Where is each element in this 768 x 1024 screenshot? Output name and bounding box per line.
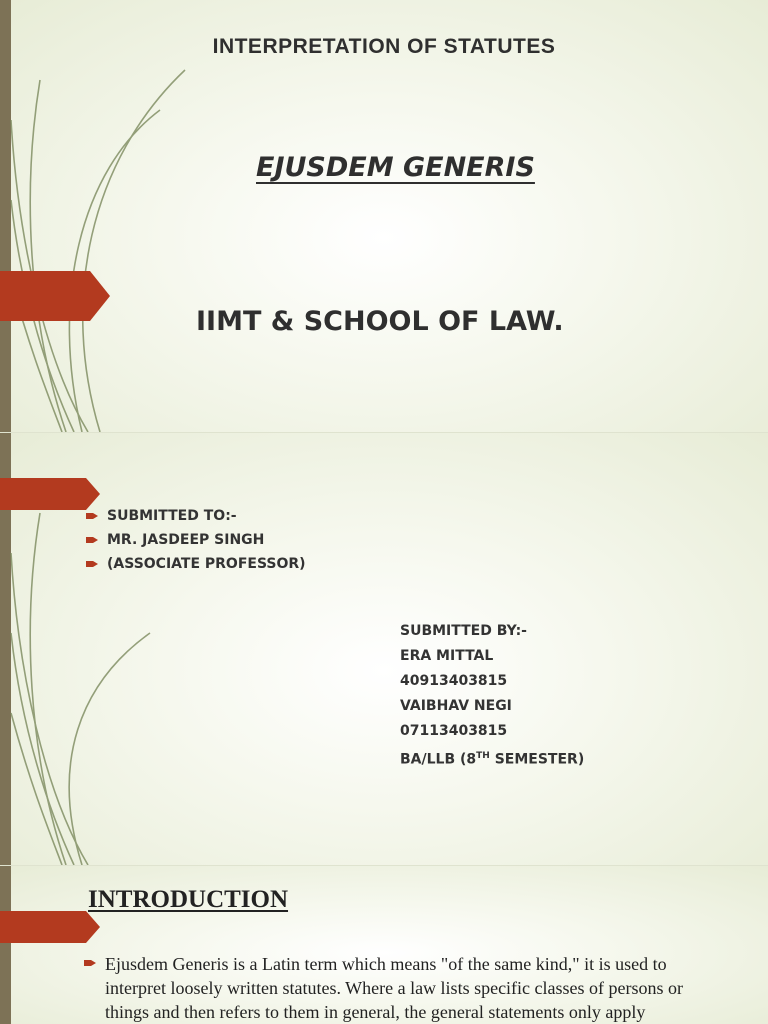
- accent-tab: [0, 911, 100, 943]
- arrow-bullet-icon: [86, 512, 98, 520]
- arrow-bullet-icon: [86, 560, 98, 568]
- course-suffix: SEMESTER): [489, 751, 585, 768]
- student-name: VAIBHAV NEGI: [400, 698, 512, 714]
- course-line: [400, 744, 584, 769]
- submitted-by-list: [400, 619, 584, 769]
- student-roll: 07113403815: [400, 723, 508, 739]
- topic-title: EJUSDEM GENERIS: [256, 152, 535, 183]
- submitted-to-list: [86, 504, 306, 576]
- slide-submission: [0, 433, 768, 865]
- presentation-heading: INTERPRETATION OF STATUTES: [212, 35, 556, 58]
- slide-introduction: [0, 866, 768, 1024]
- accent-tab: [0, 478, 100, 510]
- course-prefix: BA/LLB (8: [400, 751, 477, 768]
- left-bar: [0, 866, 11, 1024]
- list-item: [86, 504, 306, 528]
- introduction-heading: INTRODUCTION: [88, 886, 289, 913]
- list-item: [86, 552, 306, 576]
- institution-name: IIMT & SCHOOL OF LAW.: [196, 306, 564, 337]
- professor-designation: (ASSOCIATE PROFESSOR): [107, 556, 306, 572]
- introduction-paragraph: Ejusdem Generis is a Latin term which means "of the same kind," it is used to interpret loosely written statutes. Where a law lists specific classes of persons or things and then refers to them in general, the general statements only apply: [105, 954, 684, 1022]
- swirl-decoration: [0, 0, 200, 432]
- professor-name: MR. JASDEEP SINGH: [107, 532, 265, 548]
- arrow-bullet-icon: [84, 959, 96, 967]
- submitted-by-label: SUBMITTED BY:-: [400, 623, 527, 639]
- submitted-to-label: SUBMITTED TO:-: [107, 508, 237, 524]
- list-item: [84, 952, 714, 1024]
- student-name: ERA MITTAL: [400, 648, 494, 664]
- accent-tab: [0, 271, 110, 321]
- course-superscript: TH: [476, 751, 490, 761]
- slide-title: [0, 0, 768, 432]
- arrow-bullet-icon: [86, 536, 98, 544]
- student-roll: 40913403815: [400, 673, 508, 689]
- list-item: [86, 528, 306, 552]
